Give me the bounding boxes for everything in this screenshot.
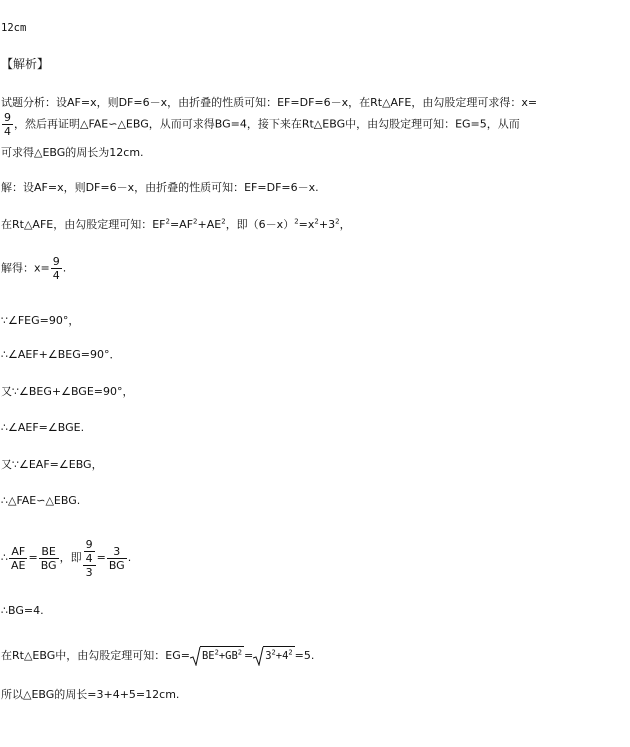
solution-line11: ∴BG=4.: [1, 604, 44, 617]
analysis-line1: 试题分析：设AF=x，则DF=6－x，由折叠的性质可知：EF=DF=6－x，在Rt△AFE，由勾股定理可求得：x=: [1, 96, 538, 109]
solution-line1: 解：设AF=x，则DF=6－x，由折叠的性质可知：EF=DF=6－x.: [1, 181, 319, 194]
section-title: 【解析】: [1, 57, 50, 71]
solution-line8: 又∵∠EAF=∠EBG，: [1, 458, 103, 471]
solution-line6: 又∵∠BEG+∠BGE=90°，: [1, 385, 134, 398]
fraction-af-ae: $\frac{AF}{AE}$: [11, 544, 26, 572]
analysis-line2: $\frac{9}{4}$ ，然后再证明△FAE∽△EBG，从而可求得BG=4，接下来在Rt△EBG中，由勾股定理可知：EG=5，从而: [4, 111, 520, 138]
fraction-be-bg: $\frac{BE}{BG}$: [40, 544, 57, 572]
fraction-compound: $\frac{\frac{9}{4}}{3}$: [83, 538, 96, 579]
answer-text: 12cm: [1, 22, 27, 34]
sqrt-sign: $3^2+4^2$: [253, 646, 294, 666]
analysis-line3: 可求得△EBG的周长为12cm.: [1, 146, 144, 159]
solution-line3: 解得：x= $\frac{9}{4}$ .: [1, 255, 67, 282]
solution-line2: 在Rt△AFE，由勾股定理可知：$EF^2=AF^2+AE^2$，即$(6-x)^2=x^2+3^2$，: [1, 217, 351, 231]
solution-line7: ∴∠AEF=∠BGE.: [1, 421, 85, 434]
solution-line9: ∴△FAE∽△EBG.: [1, 494, 81, 507]
solution-line13: 所以△EBG的周长=3+4+5=12cm.: [1, 688, 180, 701]
fraction-9-4-result: $\frac{9}{4}$: [52, 255, 60, 282]
solution-line4: ∵∠FEG=90°，: [1, 314, 80, 327]
solution-line12: 在Rt△EBG中，由勾股定理可知：EG= $BE^2+GB^2$ = $3^2+4^2$ =5.: [1, 644, 314, 668]
sqrt-sign: $BE^2+GB^2$: [190, 646, 244, 666]
solution-line10: ∴ $\frac{AF}{AE}$ = $\frac{BE}{BG}$ ，即 $\frac{\frac{9}{4}}{3}$ = $\frac{3}{BG}$ .: [1, 537, 132, 579]
fraction-3-bg: $\frac{3}{BG}$: [108, 544, 125, 572]
fraction-9-4: $\frac{9}{4}$: [4, 111, 11, 138]
solution-line5: ∴∠AEF+∠BEG=90°．: [1, 348, 121, 361]
